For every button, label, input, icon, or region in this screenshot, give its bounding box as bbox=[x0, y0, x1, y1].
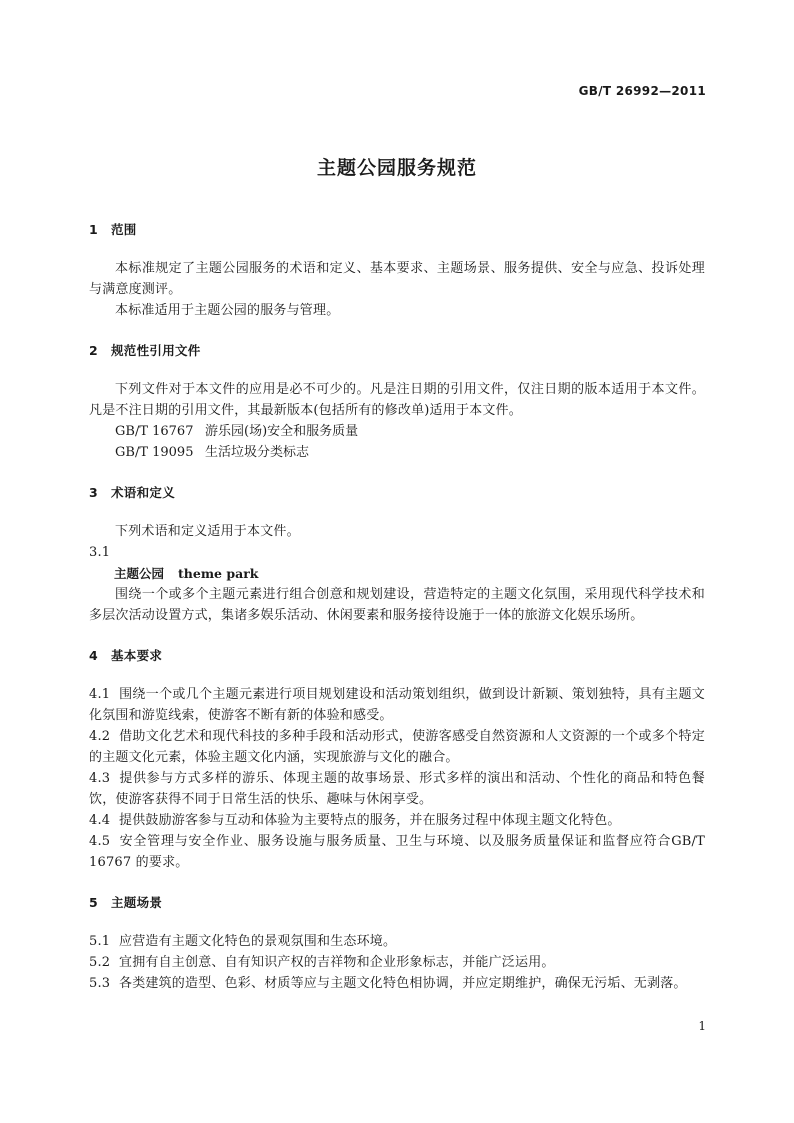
reference-code: GB/T 19095 bbox=[115, 445, 194, 460]
clause bbox=[89, 684, 705, 726]
term-heading bbox=[89, 563, 705, 584]
document-body bbox=[89, 219, 705, 994]
paragraph: 本标准适用于主题公园的服务与管理。 bbox=[115, 303, 340, 318]
clause-text: 宜拥有自主创意、自有知识产权的吉祥物和企业形象标志，并能广泛运用。 bbox=[119, 955, 555, 970]
section-title: 范围 bbox=[111, 222, 137, 237]
section-heading bbox=[89, 645, 705, 666]
clause-text: 各类建筑的造型、色彩、材质等应与主题文化特色相协调，并应定期维护，确保无污垢、无剥落。 bbox=[119, 976, 687, 991]
reference-code: GB/T 16767 bbox=[115, 424, 194, 439]
reference-title: 生活垃圾分类标志 bbox=[205, 445, 310, 460]
clause-text: 安全管理与安全作业、服务设施与服务质量、卫生与环境、以及服务质量保证和监督应符合GB/T 16767 的要求。 bbox=[89, 834, 705, 870]
section-number: 5 bbox=[89, 895, 98, 910]
term-zh: 主题公园 bbox=[114, 566, 165, 581]
clause-number: 4.3 bbox=[89, 771, 111, 786]
clause-text: 围绕一个或几个主题元素进行项目规划建设和活动策划组织，做到设计新颖、策划独特，具有主题文化氛围和游览线索，使游客不断有新的体验和感受。 bbox=[89, 687, 705, 723]
section-heading bbox=[89, 219, 705, 240]
clause bbox=[89, 726, 705, 768]
clause-number: 4.4 bbox=[89, 813, 111, 828]
clause-number: 4.2 bbox=[89, 729, 111, 744]
section-title: 基本要求 bbox=[111, 648, 163, 663]
clause-number: 5.1 bbox=[89, 934, 111, 949]
clause-text: 借助文化艺术和现代科技的多种手段和活动形式，使游客感受自然资源和人文资源的一个或多个特定的主题文化元素，体验主题文化内涵，实现旅游与文化的融合。 bbox=[89, 729, 705, 765]
clause bbox=[89, 768, 705, 810]
section-heading bbox=[89, 340, 705, 361]
clause-text: 提供参与方式多样的游乐、体现主题的故事场景、形式多样的演出和活动、个性化的商品和特色餐饮，使游客获得不同于日常生活的快乐、趣味与休闲享受。 bbox=[89, 771, 705, 807]
clause-number: 5.3 bbox=[89, 976, 111, 991]
section-title: 主题场景 bbox=[111, 895, 163, 910]
term-definition: 围绕一个或多个主题元素进行组合创意和规划建设，营造特定的主题文化氛围，采用现代科学技术和多层次活动设置方式，集诸多娱乐活动、休闲要素和服务接待设施于一体的旅游文化娱乐场所。 bbox=[89, 587, 705, 623]
paragraph: 本标准规定了主题公园服务的术语和定义、基本要求、主题场景、服务提供、安全与应急、投诉处理与满意度测评。 bbox=[89, 261, 705, 297]
page-number: 1 bbox=[698, 1019, 706, 1033]
section-number: 2 bbox=[89, 343, 98, 358]
clause-number: 4.5 bbox=[89, 834, 111, 849]
term-en: theme park bbox=[178, 566, 259, 581]
clause bbox=[89, 973, 705, 994]
clause bbox=[89, 931, 705, 952]
term-number: 3.1 bbox=[89, 545, 111, 560]
reference-item bbox=[89, 421, 705, 442]
clause-text: 提供鼓励游客参与互动和体验为主要特点的服务，并在服务过程中体现主题文化特色。 bbox=[119, 813, 621, 828]
section-heading bbox=[89, 482, 705, 503]
section-number: 4 bbox=[89, 648, 98, 663]
clause-text: 应营造有主题文化特色的景观氛围和生态环境。 bbox=[119, 934, 397, 949]
clause-number: 5.2 bbox=[89, 955, 111, 970]
section-number: 3 bbox=[89, 485, 98, 500]
section-heading bbox=[89, 892, 705, 913]
paragraph: 下列文件对于本文件的应用是必不可少的。凡是注日期的引用文件，仅注日期的版本适用于本文件。凡是不注日期的引用文件，其最新版本(包括所有的修改单)适用于本文件。 bbox=[89, 382, 705, 418]
clause bbox=[89, 831, 705, 873]
clause bbox=[89, 952, 705, 973]
clause bbox=[89, 810, 705, 831]
reference-title: 游乐园(场)安全和服务质量 bbox=[205, 424, 359, 439]
section-number: 1 bbox=[89, 222, 98, 237]
standard-code: GB/T 26992—2011 bbox=[578, 84, 706, 98]
section-title: 规范性引用文件 bbox=[111, 343, 201, 358]
reference-item bbox=[89, 442, 705, 463]
paragraph: 下列术语和定义适用于本文件。 bbox=[115, 524, 300, 539]
document-title: 主题公园服务规范 bbox=[316, 157, 477, 179]
clause-number: 4.1 bbox=[89, 687, 111, 702]
section-title: 术语和定义 bbox=[111, 485, 176, 500]
